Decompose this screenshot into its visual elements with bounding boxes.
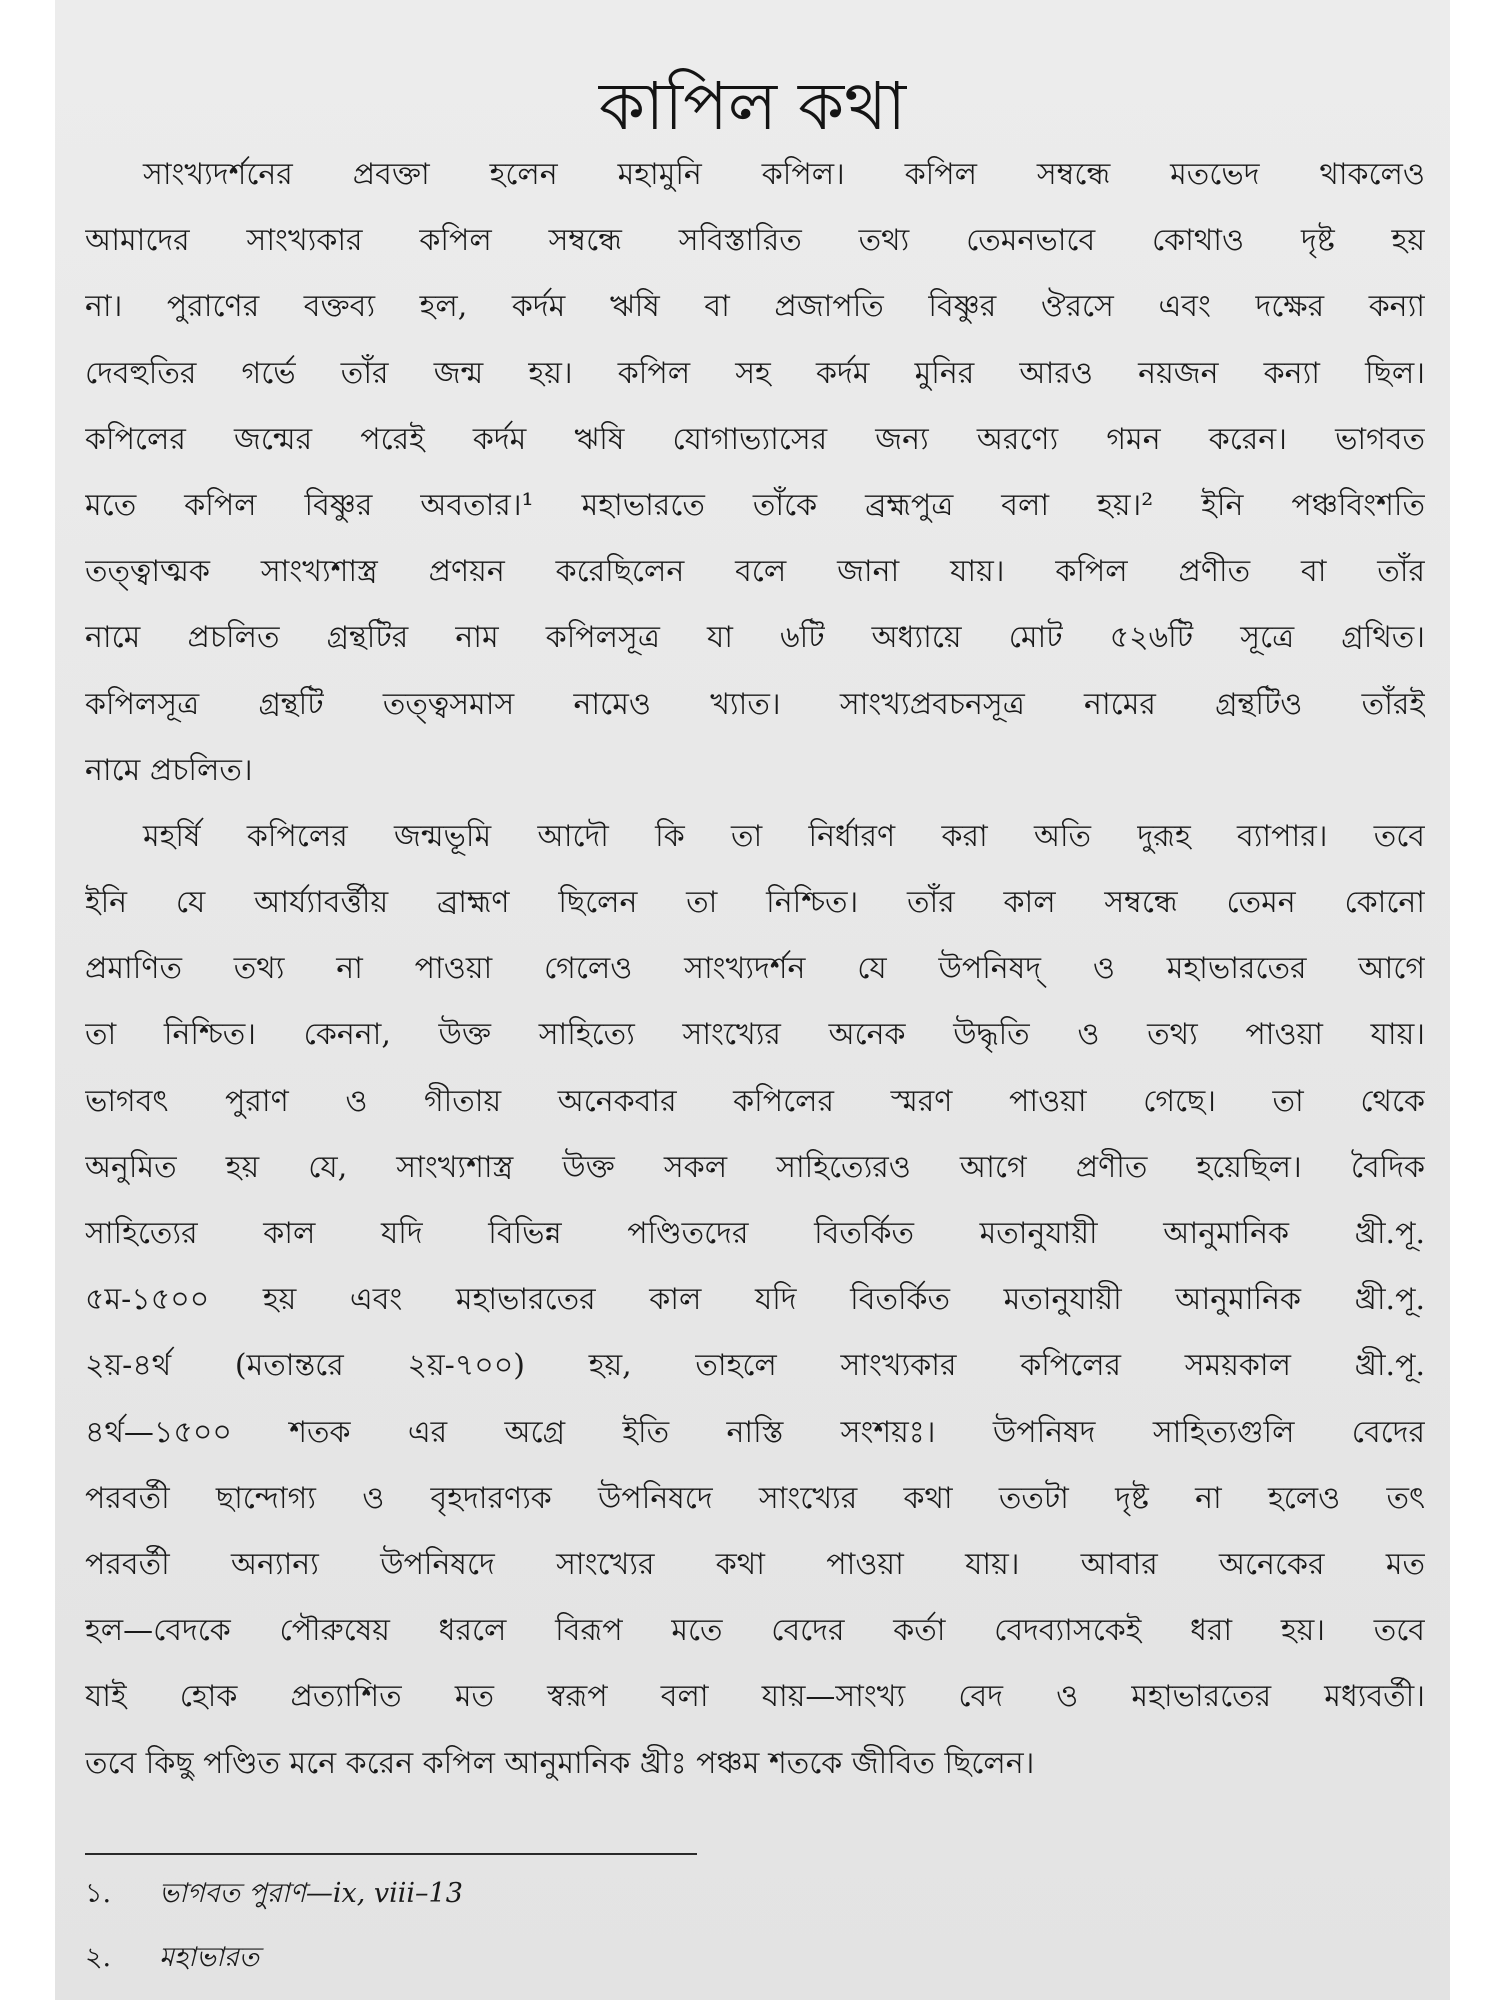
text-line: যাই হোক প্রত্যাশিত মত স্বরূপ বলা যায়—সাংখ্য বেদ ও মহাভারতের মধ্যবর্তী। xyxy=(85,1679,1425,1715)
text-line: পরবর্তী অন্যান্য উপনিষদে সাংখ্যের কথা পাওয়া যায়। আবার অনেকের মত xyxy=(85,1546,1425,1582)
text-line: ভাগবৎ পুরাণ ও গীতায় অনেকবার কপিলের স্মরণ পাওয়া গেছে। তা থেকে xyxy=(85,1083,1425,1119)
footnote-divider xyxy=(85,1853,697,1855)
text-line: তবে কিছু পণ্ডিত মনে করেন কপিল আনুমানিক খ্রীঃ পঞ্চম শতকে জীবিত ছিলেন। xyxy=(85,1745,1035,1781)
footnote-text: মহাভারত xyxy=(159,1942,260,1973)
text-line: কপিলসূত্র গ্রন্থটি তত্ত্বসমাস নামেও খ্যাত। সাংখ্যপ্রবচনসূত্র নামের গ্রন্থটিও তাঁরই xyxy=(85,686,1425,722)
text-line: মহর্ষি কপিলের জন্মভূমি আদৌ কি তা নির্ধারণ করা অতি দুরূহ ব্যাপার। তবে xyxy=(143,818,1425,854)
footnotes xyxy=(85,1862,463,1990)
text-line: কপিলের জন্মের পরেই কর্দম ঋষি যোগাভ্যাসের জন্য অরণ্যে গমন করেন। ভাগবত xyxy=(85,421,1425,457)
text-line: হল—বেদকে পৌরুষেয় ধরলে বিরূপ মতে বেদের কর্তা বেদব্যাসকেই ধরা হয়। তবে xyxy=(85,1613,1425,1649)
footnote-number: ২. xyxy=(85,1942,112,1973)
text-line: ৫ম-১৫০০ হয় এবং মহাভারতের কাল যদি বিতর্কিত মতানুযায়ী আনুমানিক খ্রী.পূ. xyxy=(85,1282,1425,1318)
text-line: ৪র্থ—১৫০০ শতক এর অগ্রে ইতি নাস্তি সংশয়ঃ। উপনিষদ সাহিত্যগুলি বেদের xyxy=(85,1414,1425,1450)
text-line: প্রমাণিত তথ্য না পাওয়া গেলেও সাংখ্যদর্শন যে উপনিষদ্ ও মহাভারতের আগে xyxy=(85,951,1425,987)
text-line: সাংখ্যদর্শনের প্রবক্তা হলেন মহামুনি কপিল। কপিল সম্বন্ধে মতভেদ থাকলেও xyxy=(143,157,1425,192)
text-line: সাহিত্যের কাল যদি বিভিন্ন পণ্ডিতদের বিতর্কিত মতানুযায়ী আনুমানিক খ্রী.পূ. xyxy=(85,1216,1425,1251)
body-text xyxy=(85,142,1425,1797)
text-line: ২য়-৪র্থ (মতান্তরে ২য়-৭০০) হয়, তাহলে সাংখ্যকার কপিলের সময়কাল খ্রী.পূ. xyxy=(85,1348,1425,1384)
text-line: তা নিশ্চিত। কেননা, উক্ত সাহিত্যে সাংখ্যের অনেক উদ্ধৃতি ও তথ্য পাওয়া যায়। xyxy=(85,1017,1425,1053)
footnote-text: ভাগবত পুরাণ—ix, viii–13 xyxy=(159,1878,463,1909)
text-line: নামে প্রচলিত। xyxy=(85,752,253,788)
text-line: তত্ত্বাত্মক সাংখ্যশাস্ত্র প্রণয়ন করেছিলেন বলে জানা যায়। কপিল প্রণীত বা তাঁর xyxy=(85,554,1425,590)
text-line: না। পুরাণের বক্তব্য হল, কর্দম ঋষি বা প্রজাপতি বিষ্ণুর ঔরসে এবং দক্ষের কন্যা xyxy=(85,289,1425,325)
text-line: মতে কপিল বিষ্ণুর অবতার।¹ মহাভারতে তাঁকে ব্রহ্মপুত্র বলা হয়।² ইনি পঞ্চবিংশতি xyxy=(85,487,1425,523)
text-line: নামে প্রচলিত গ্রন্থটির নাম কপিলসূত্র যা ৬টি অধ্যায়ে মোট ৫২৬টি সূত্রে গ্রথিত। xyxy=(85,620,1425,656)
book-page xyxy=(55,0,1450,2000)
text-line: পরবর্তী ছান্দোগ্য ও বৃহদারণ্যক উপনিষদে সাংখ্যের কথা ততটা দৃষ্ট না হলেও তৎ xyxy=(85,1480,1425,1516)
footnote xyxy=(85,1926,463,1990)
text-line: দেবহুতির গর্ভে তাঁর জন্ম হয়। কপিল সহ কর্দম মুনির আরও নয়জন কন্যা ছিল। xyxy=(85,355,1425,391)
page-title: কাপিল কথা xyxy=(598,68,907,146)
footnote-number: ১. xyxy=(85,1878,112,1909)
text-line: ইনি যে আর্য্যাবর্ত্তীয় ব্রাহ্মণ ছিলেন তা নিশ্চিত। তাঁর কাল সম্বন্ধে তেমন কোনো xyxy=(85,885,1425,921)
text-line: অনুমিত হয় যে, সাংখ্যশাস্ত্র উক্ত সকল সাহিত্যেরও আগে প্রণীত হয়েছিল। বৈদিক xyxy=(85,1149,1425,1185)
text-line: আমাদের সাংখ্যকার কপিল সম্বন্ধে সবিস্তারিত তথ্য তেমনভাবে কোথাও দৃষ্ট হয় xyxy=(85,223,1425,259)
footnote xyxy=(85,1862,463,1926)
